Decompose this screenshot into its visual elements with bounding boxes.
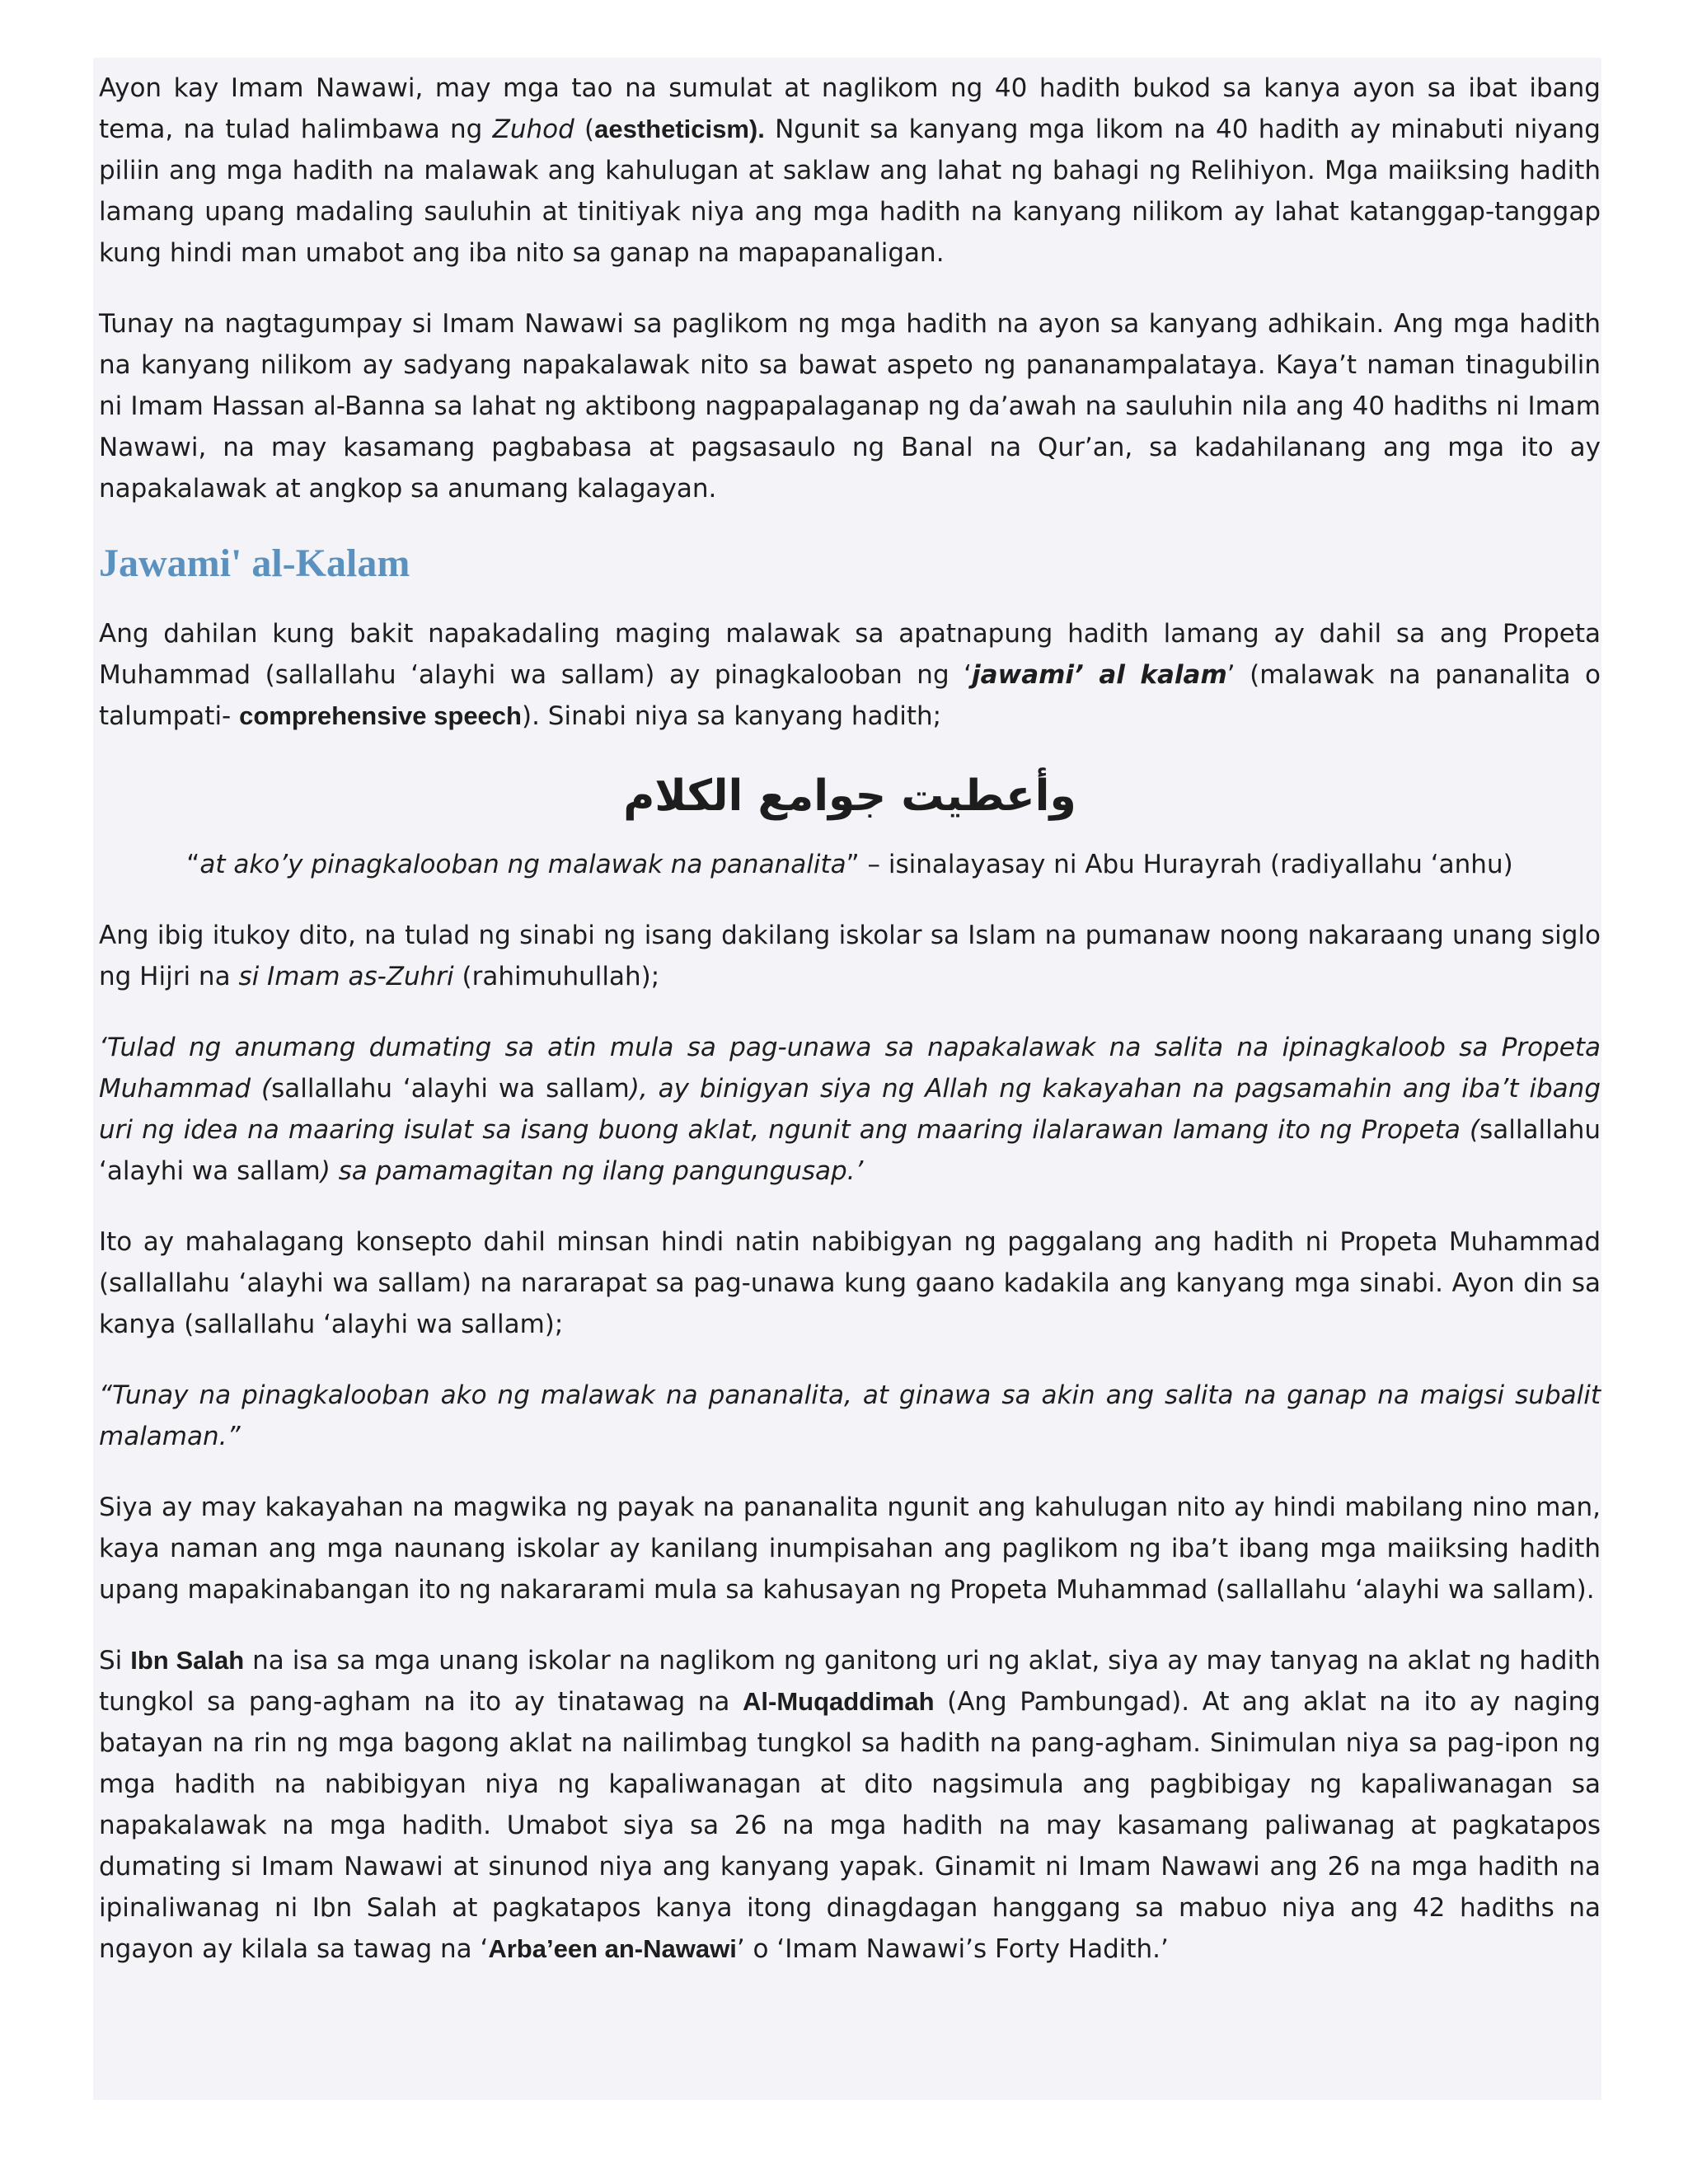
paragraph-9: Si Ibn Salah na isa sa mga unang iskolar na naglikom ng ganitong uri ng aklat, siya ay may tanyag na aklat ng hadith tungkol sa pang-agham na ito ay tinatawag na Al-Muqaddimah (Ang Pambungad). At ang aklat na ito ay naging batayan na rin ng mga bagong aklat na nailimbag tungkol sa hadith na pang-agham. Sinimulan niya sa pag-ipon ng mga hadith na nabibigyan niya ng kapaliwanagan at dito nagsimula ang pagbibigay ng kapaliwanagan sa napakalawak na mga hadith. Umabot siya sa 26 na mga hadith na may kasamang paliwanag at pagkatapos dumating si Imam Nawawi at sinunod niya ang kanyang yapak. Ginamit ni Imam Nawawi ang 26 na mga hadith na ipinaliwanag ni Ibn Salah at pagkatapos kanya itong dinagdagan hanggang sa mabuo niya ang 42 hadiths na ngayon ay kilala sa tawag na ‘Arba’een an-Nawawi’ o ‘Imam Nawawi’s Forty Hadith.’ — [99, 1646, 1601, 1964]
paragraph-4: Ang ibig itukoy dito, na tulad ng sinabi ng isang dakilang iskolar sa Islam na pumanaw noong nakaraang unang siglo ng Hijri na si Imam as-Zuhri (rahimuhullah); — [99, 921, 1601, 991]
comprehensive-speech-term: comprehensive speech — [239, 701, 522, 730]
prophet-quote: “Tunay na pinagkalooban ako ng malawak na pananalita, at ginawa sa akin ang salita na ganap na maigsi subalit malaman.” — [99, 1380, 1601, 1451]
paragraph-1: Ayon kay Imam Nawawi, may mga tao na sumulat at naglikom ng 40 hadith bukod sa kanya ayon sa ibat ibang tema, na tulad halimbawa ng Zuhod (aestheticism). Ngunit sa kanyang mga likom na 40 hadith ay minabuti niyang piliin ang mga hadith na malawak ang kahulugan at saklaw ang lahat ng bahagi ng Relihiyon. Mga maiiksing hadith lamang upang madaling sauluhin at tinitiyak niya ang mga hadith na kanyang nilikom ay lahat katanggap-tanggap kung hindi man umabot ang iba nito sa ganap na mapapanaligan. — [99, 73, 1601, 268]
section-heading: Jawami' al-Kalam — [99, 541, 410, 585]
aestheticism-term: aestheticism). — [594, 115, 765, 143]
paragraph-8: Siya ay may kakayahan na magwika ng payak na pananalita ngunit ang kahulugan nito ay hindi mabilang nino man, kaya naman ang mga naunang iskolar ay kanilang inumpisahan ang paglikom ng iba’t ibang mga maiiksing hadith upang mapakinabangan ito ng nakararami mula sa kahusayan ng Propeta Muhammad (sallallahu ‘alayhi wa sallam). — [99, 1493, 1601, 1605]
muqaddimah-term: Al-Muqaddimah — [743, 1687, 935, 1716]
ibn-salah-term: Ibn Salah — [130, 1646, 245, 1675]
paragraph-6: Ito ay mahalagang konsepto dahil minsan hindi natin nabibigyan ng paggalang ang hadith ni Propeta Muhammad (sallallahu ‘alayhi wa sallam) na nararapat sa pag-unawa kung gaano kadakila ang kanyang mga sinabi. Ayon din sa kanya (sallallahu ‘alayhi wa sallam); — [99, 1227, 1601, 1339]
arabic-quote: وأعطيت جوامع الكلام — [623, 771, 1076, 821]
document-page — [93, 58, 1601, 2100]
zuhod-term: Zuhod — [492, 115, 574, 144]
paragraph-3: Ang dahilan kung bakit napakadaling maging malawak sa apatnapung hadith lamang ay dahil sa ang Propeta Muhammad (sallallahu ‘alayhi wa sallam) ay pinagkalooban ng ‘jawami’ al kalam’ (malawak na pananalita o talumpati- comprehensive speech). Sinabi niya sa kanyang hadith; — [99, 619, 1601, 731]
zuhri-quote: ‘Tulad ng anumang dumating sa atin mula sa pag-unawa sa napakalawak na salita na ipinagkaloob sa Propeta Muhammad (sallallahu ‘alayhi wa sallam), ay binigyan siya ng Allah ng kakayahan na pagsamahin ang iba’t ibang uri ng idea na maaring isulat sa isang buong aklat, ngunit ang maaring ilalarawan lamang ito ng Propeta (sallallahu ‘alayhi wa sallam) sa pamamagitan ng ilang pangungusap.’ — [99, 1033, 1601, 1186]
paragraph-2: Tunay na nagtagumpay si Imam Nawawi sa paglikom ng mga hadith na ayon sa kanyang adhikain. Ang mga hadith na kanyang nilikom ay sadyang napakalawak nito sa bawat aspeto ng pananampalataya. Kaya’t naman tinagubilin ni Imam Hassan al-Banna sa lahat ng aktibong nagpapalaganap ng da’awah na sauluhin nila ang 40 hadiths ni Imam Nawawi, na may kasamang pagbabasa at pagsasaulo ng Banal na Qur’an, sa kadahilanang ang mga ito ay napakalawak at angkop sa anumang kalagayan. — [99, 309, 1601, 504]
arbaeen-term: Arba’een an-Nawawi — [488, 1934, 737, 1963]
quote-translation: “at ako’y pinagkalooban ng malawak na pananalita” – isinalayasay ni Abu Hurayrah (radiyallahu ‘anhu) — [186, 850, 1513, 879]
document-content — [99, 68, 1601, 1970]
jawami-term: jawami’ al kalam — [972, 660, 1227, 690]
